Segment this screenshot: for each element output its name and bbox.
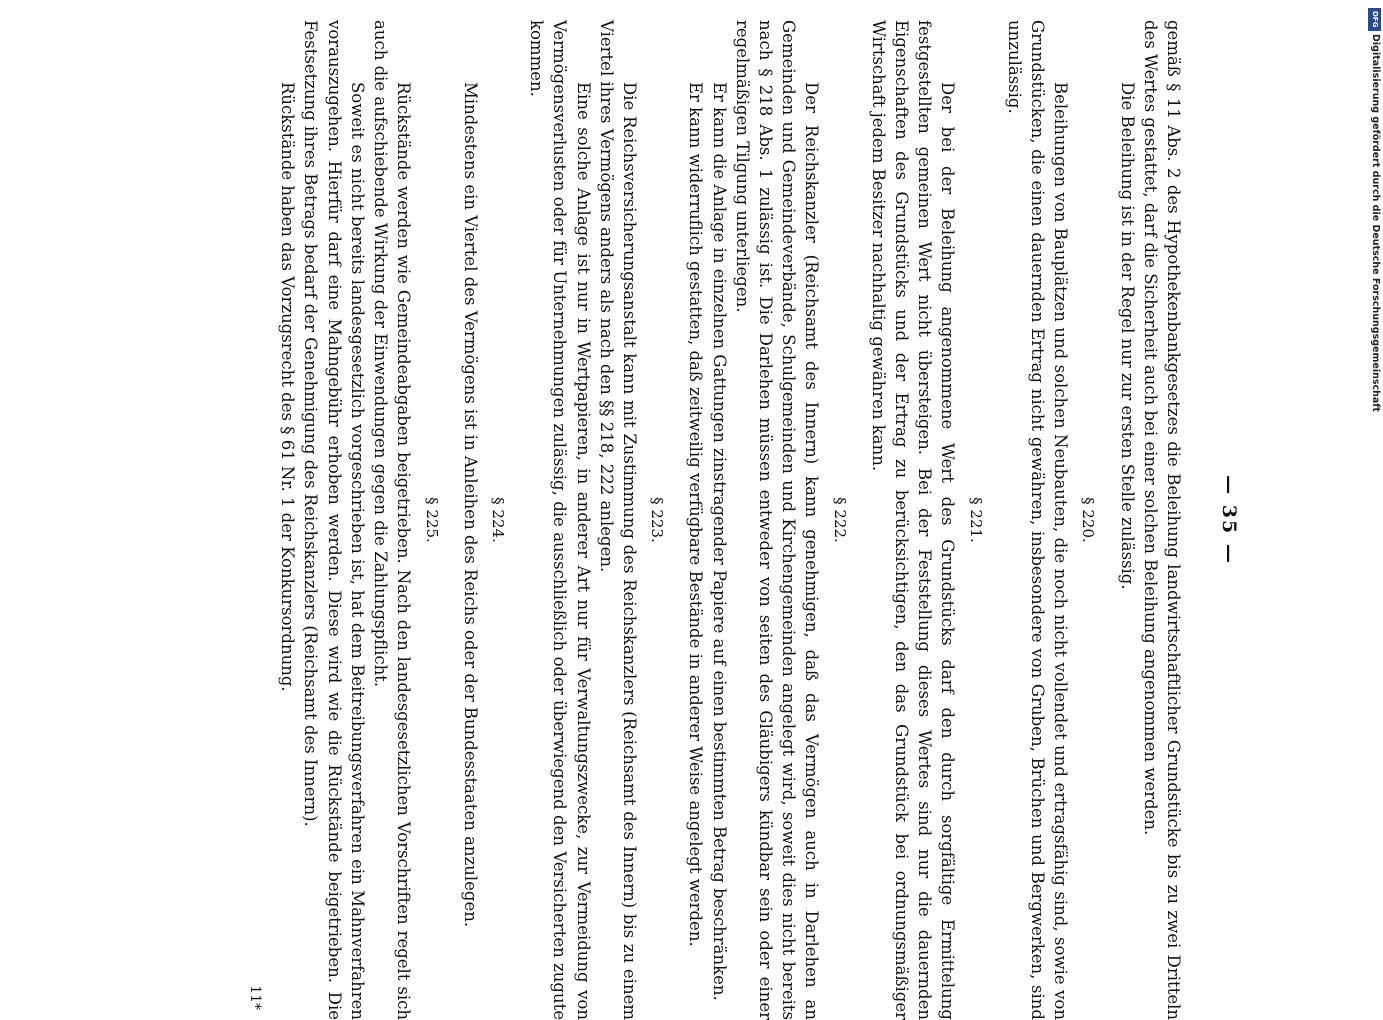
section-heading: § 220. <box>1079 497 1098 543</box>
paragraph: Die Beleihung ist in der Regel nur zur ersten Stelle zulässig. <box>1117 82 1137 590</box>
paragraph: Er kann widerruflich gestatten, daß zeitweilig verfügbare Bestände in anderer Weise angelegt werden. <box>686 82 706 947</box>
digitization-note: Digitalisierung gefördert durch die Deutsche Forschungsgemeinschaft <box>1370 34 1381 412</box>
page-body <box>243 20 1185 1020</box>
paragraph: Der bei der Beleihung angenommene Wert des Grundstücks darf den durch sorgfältige Ermittelung festgestellten gemeinen Wert nicht übersteigen. Bei der Feststellung dieses Wertes sind nur die dauernden Eigenschaften des Grundstücks und der Ertrag zu berücksichtigen, den das Grundstück bei ordnungsmäßiger Wirtschaft jedem Besitzer nachhaltig gewähren kann. <box>868 20 958 1020</box>
paragraph: Rückstände werden wie Gemeindeabgaben beigetrieben. Nach den landesgesetzlichen Vorschriften regelt sich auch die aufschiebende Wirkung der Einwendungen gegen die Zahlungspflicht. <box>371 20 414 1020</box>
section-heading: § 225. <box>422 497 441 543</box>
paragraph: Er kann die Anlage in einzelnen Gattungen zinstragender Papiere auf einen bestimmten Betrag beschränken. <box>709 82 729 1001</box>
rotated-page <box>160 20 1260 1020</box>
paragraph: Mindestens ein Viertel des Vermögens ist in Anleihen des Reichs oder der Bundesstaaten anzulegen. <box>460 82 480 928</box>
section-heading: § 223. <box>648 497 667 543</box>
paragraph: Die Reichsversicherungsanstalt kann mit Zustimmung des Reichskanzlers (Reichsamt des Innern) bis zu einem Viertel ihres Vermögens anders als nach den §§ 218, 222 anlegen. <box>596 20 639 1020</box>
section-heading: § 222. <box>830 497 849 543</box>
section-heading: § 224. <box>488 497 507 543</box>
section-heading: § 221. <box>966 497 985 543</box>
paragraph: Soweit es nicht bereits landesgesetzlich vorgeschrieben ist, hat dem Beitreibungsverfahren ein Mahnverfahren vorauszugehen. Hierfür darf eine Mahngebühr erhoben werden. Diese wird wie die Rückstände beigetrieben. Die Festsetzung ihres Betrags bedarf der Genehmigung des Reichskanzlers (Reichsamt des Innern). <box>301 20 367 1020</box>
dfg-logo: DFG <box>1368 8 1381 31</box>
paragraph: Beleihungen von Bauplätzen und solchen Neubauten, die noch nicht vollendet und ertragsfähig sind, sowie von Grundstücken, die einen dauernden Ertrag nicht gewähren, insbesondere von Gruben, Brüchen und Bergwerken, sind unzulässig. <box>1004 20 1071 1020</box>
paragraph: Eine solche Anlage ist nur in Wertpapieren, in anderer Art nur für Verwaltungszwecke, zur Vermeidung von Vermögensverlusten oder für Unternehmungen zulässig, die ausschließlich oder überwiegend den Versicherten zugute kommen. <box>527 20 593 1020</box>
paragraph: gemäß § 11 Abs. 2 des Hypothekenbankgesetzes die Beleihung landwirtschaftlicher Grundstücke bis zu zwei Dritteln des Wertes gestattet, darf die Sicherheit auch bei einer solchen Beleihung angenommen werden. <box>1140 20 1183 1020</box>
signature-mark: 11* <box>247 985 264 1010</box>
paragraph: Rückstände haben das Vorzugsrecht des § 61 Nr. 1 der Konkursordnung. <box>278 82 298 692</box>
page-number: — 35 — <box>1218 475 1240 565</box>
paragraph: Der Reichskanzler (Reichsamt des Innern) kann genehmigen, daß das Vermögen auch in Darlehen an Gemeinden und Gemeindeverbände, Schulgemeinden und Kirchengemeinden angelegt wird, soweit dies nicht bereits nach § 218 Abs. 1 zulässig ist. Die Darlehen müssen entweder von seiten des Gläubigers kündbar sein oder einer regelmäßigen Tilgung unterliegen. <box>732 20 822 1020</box>
